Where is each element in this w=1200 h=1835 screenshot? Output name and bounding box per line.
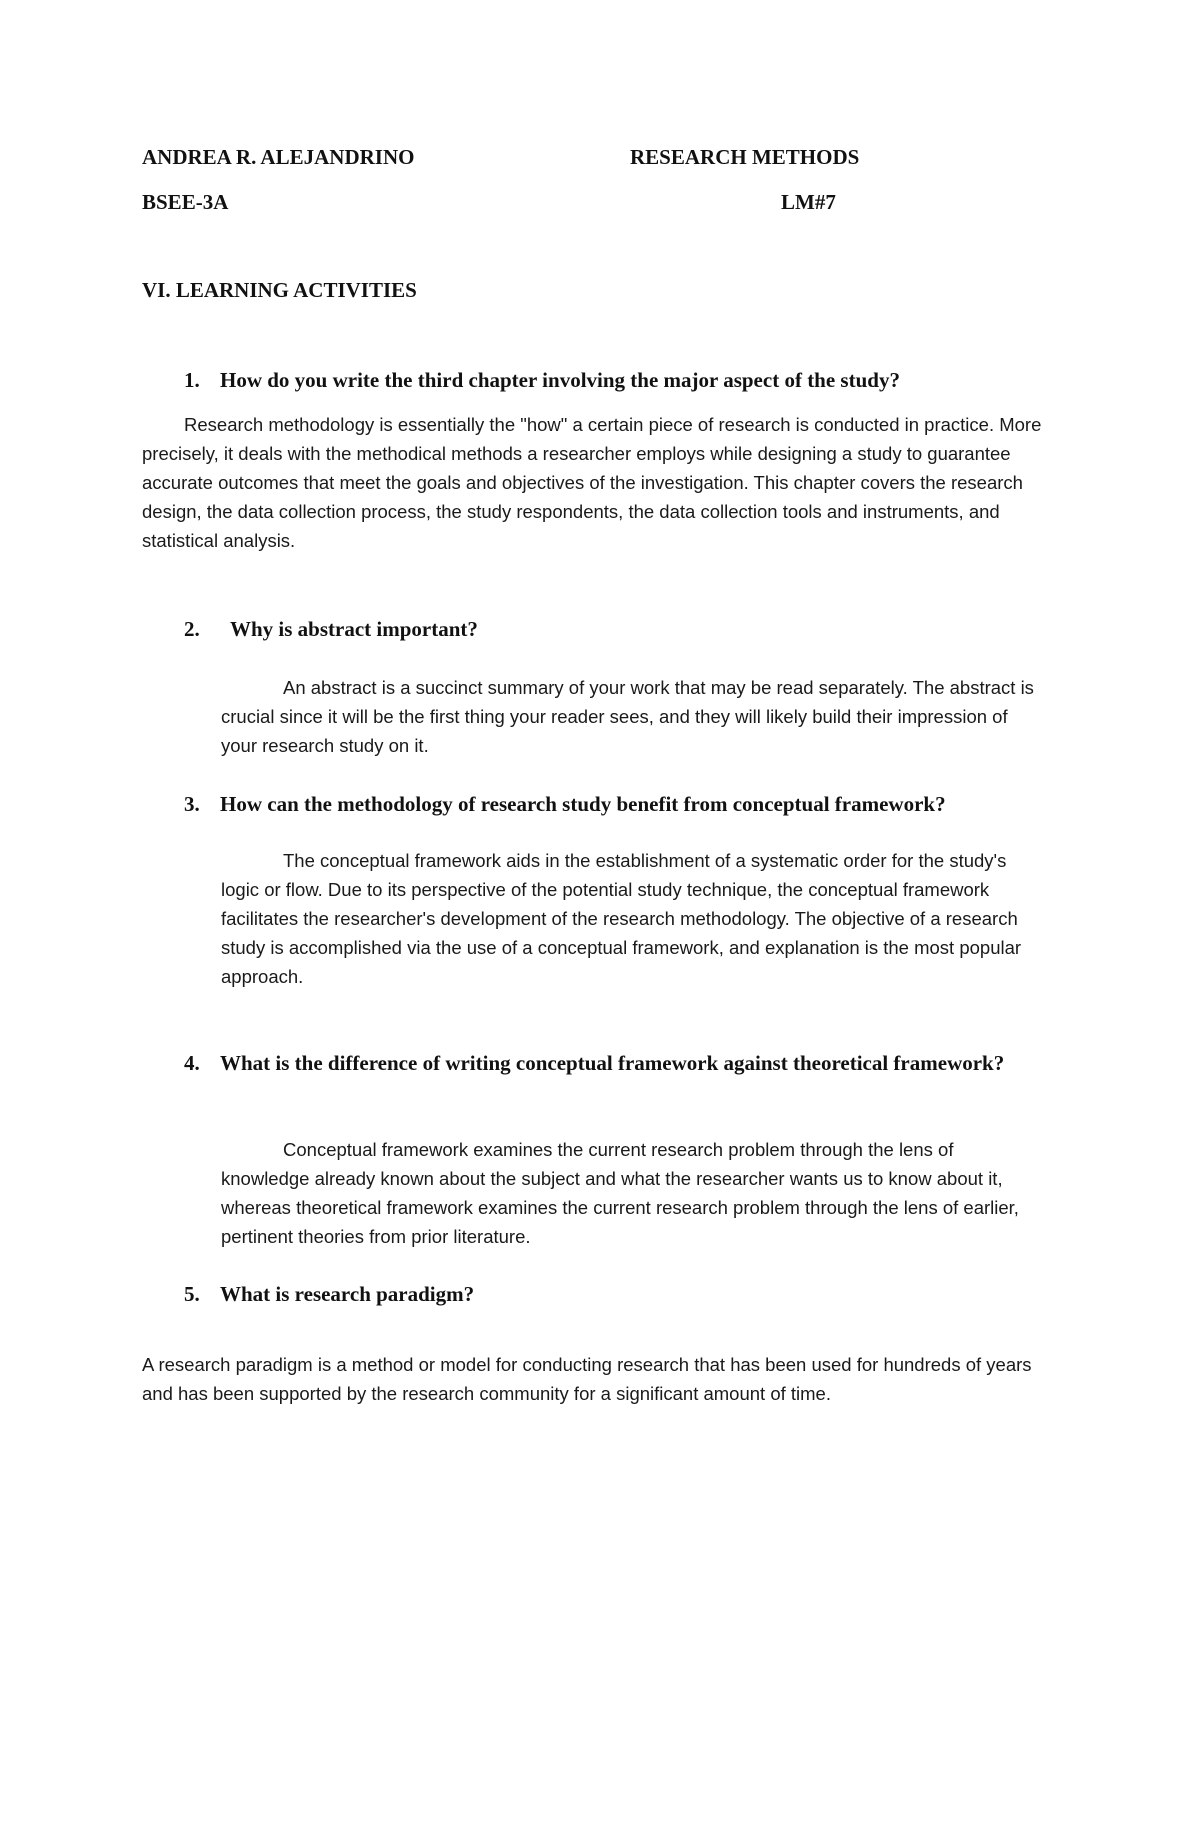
question-number: 3. [184,792,200,816]
answer-paragraph: A research paradigm is a method or model for conducting research that has been used for hundreds of years and has been supported by the research community for a significant amount of time. [142,1354,1032,1404]
question-text: What is the difference of writing conceptual framework against theoretical framework? [220,1051,1005,1075]
answer-paragraph: Research methodology is essentially the "how" a certain piece of research is conducted in practice. More precisely, it deals with the methodical methods a researcher employs while designing a study to guarantee accurate outcomes that meet the goals and objectives of the investigation. This chapter covers the research design, the data collection process, the study respondents, the data collection tools and instruments, and statistical analysis. [142,414,1042,551]
course-title: RESEARCH METHODS [630,145,860,169]
question-number: 4. [184,1051,200,1075]
answer-paragraph: Conceptual framework examines the current research problem through the lens of knowledge already known about the subject and what the researcher wants us to know about it, whereas theoretical framework examines the current research problem through the lens of earlier, pertinent theories from prior literature. [221,1139,1019,1247]
question-text: What is research paradigm? [220,1282,475,1306]
question-text: How can the methodology of research study benefit from conceptual framework? [220,792,946,816]
module-number: LM#7 [781,190,836,214]
question-number: 1. [184,368,200,392]
question-number: 5. [184,1282,200,1306]
answer-paragraph: An abstract is a succinct summary of your work that may be read separately. The abstract is crucial since it will be the first thing your reader sees, and they will likely build their impression of your research study on it. [221,677,1034,756]
student-section: BSEE-3A [142,190,229,214]
question-text: Why is abstract important? [230,617,478,641]
student-name: ANDREA R. ALEJANDRINO [142,145,415,169]
question-text: How do you write the third chapter involving the major aspect of the study? [220,368,900,392]
section-title: VI. LEARNING ACTIVITIES [142,278,417,302]
question-number: 2. [184,617,200,641]
answer-paragraph: The conceptual framework aids in the establishment of a systematic order for the study's logic or flow. Due to its perspective of the potential study technique, the conceptual framework facilitates the researcher's development of the research methodology. The objective of a research study is accomplished via the use of a conceptual framework, and explanation is the most popular approach. [221,850,1022,987]
